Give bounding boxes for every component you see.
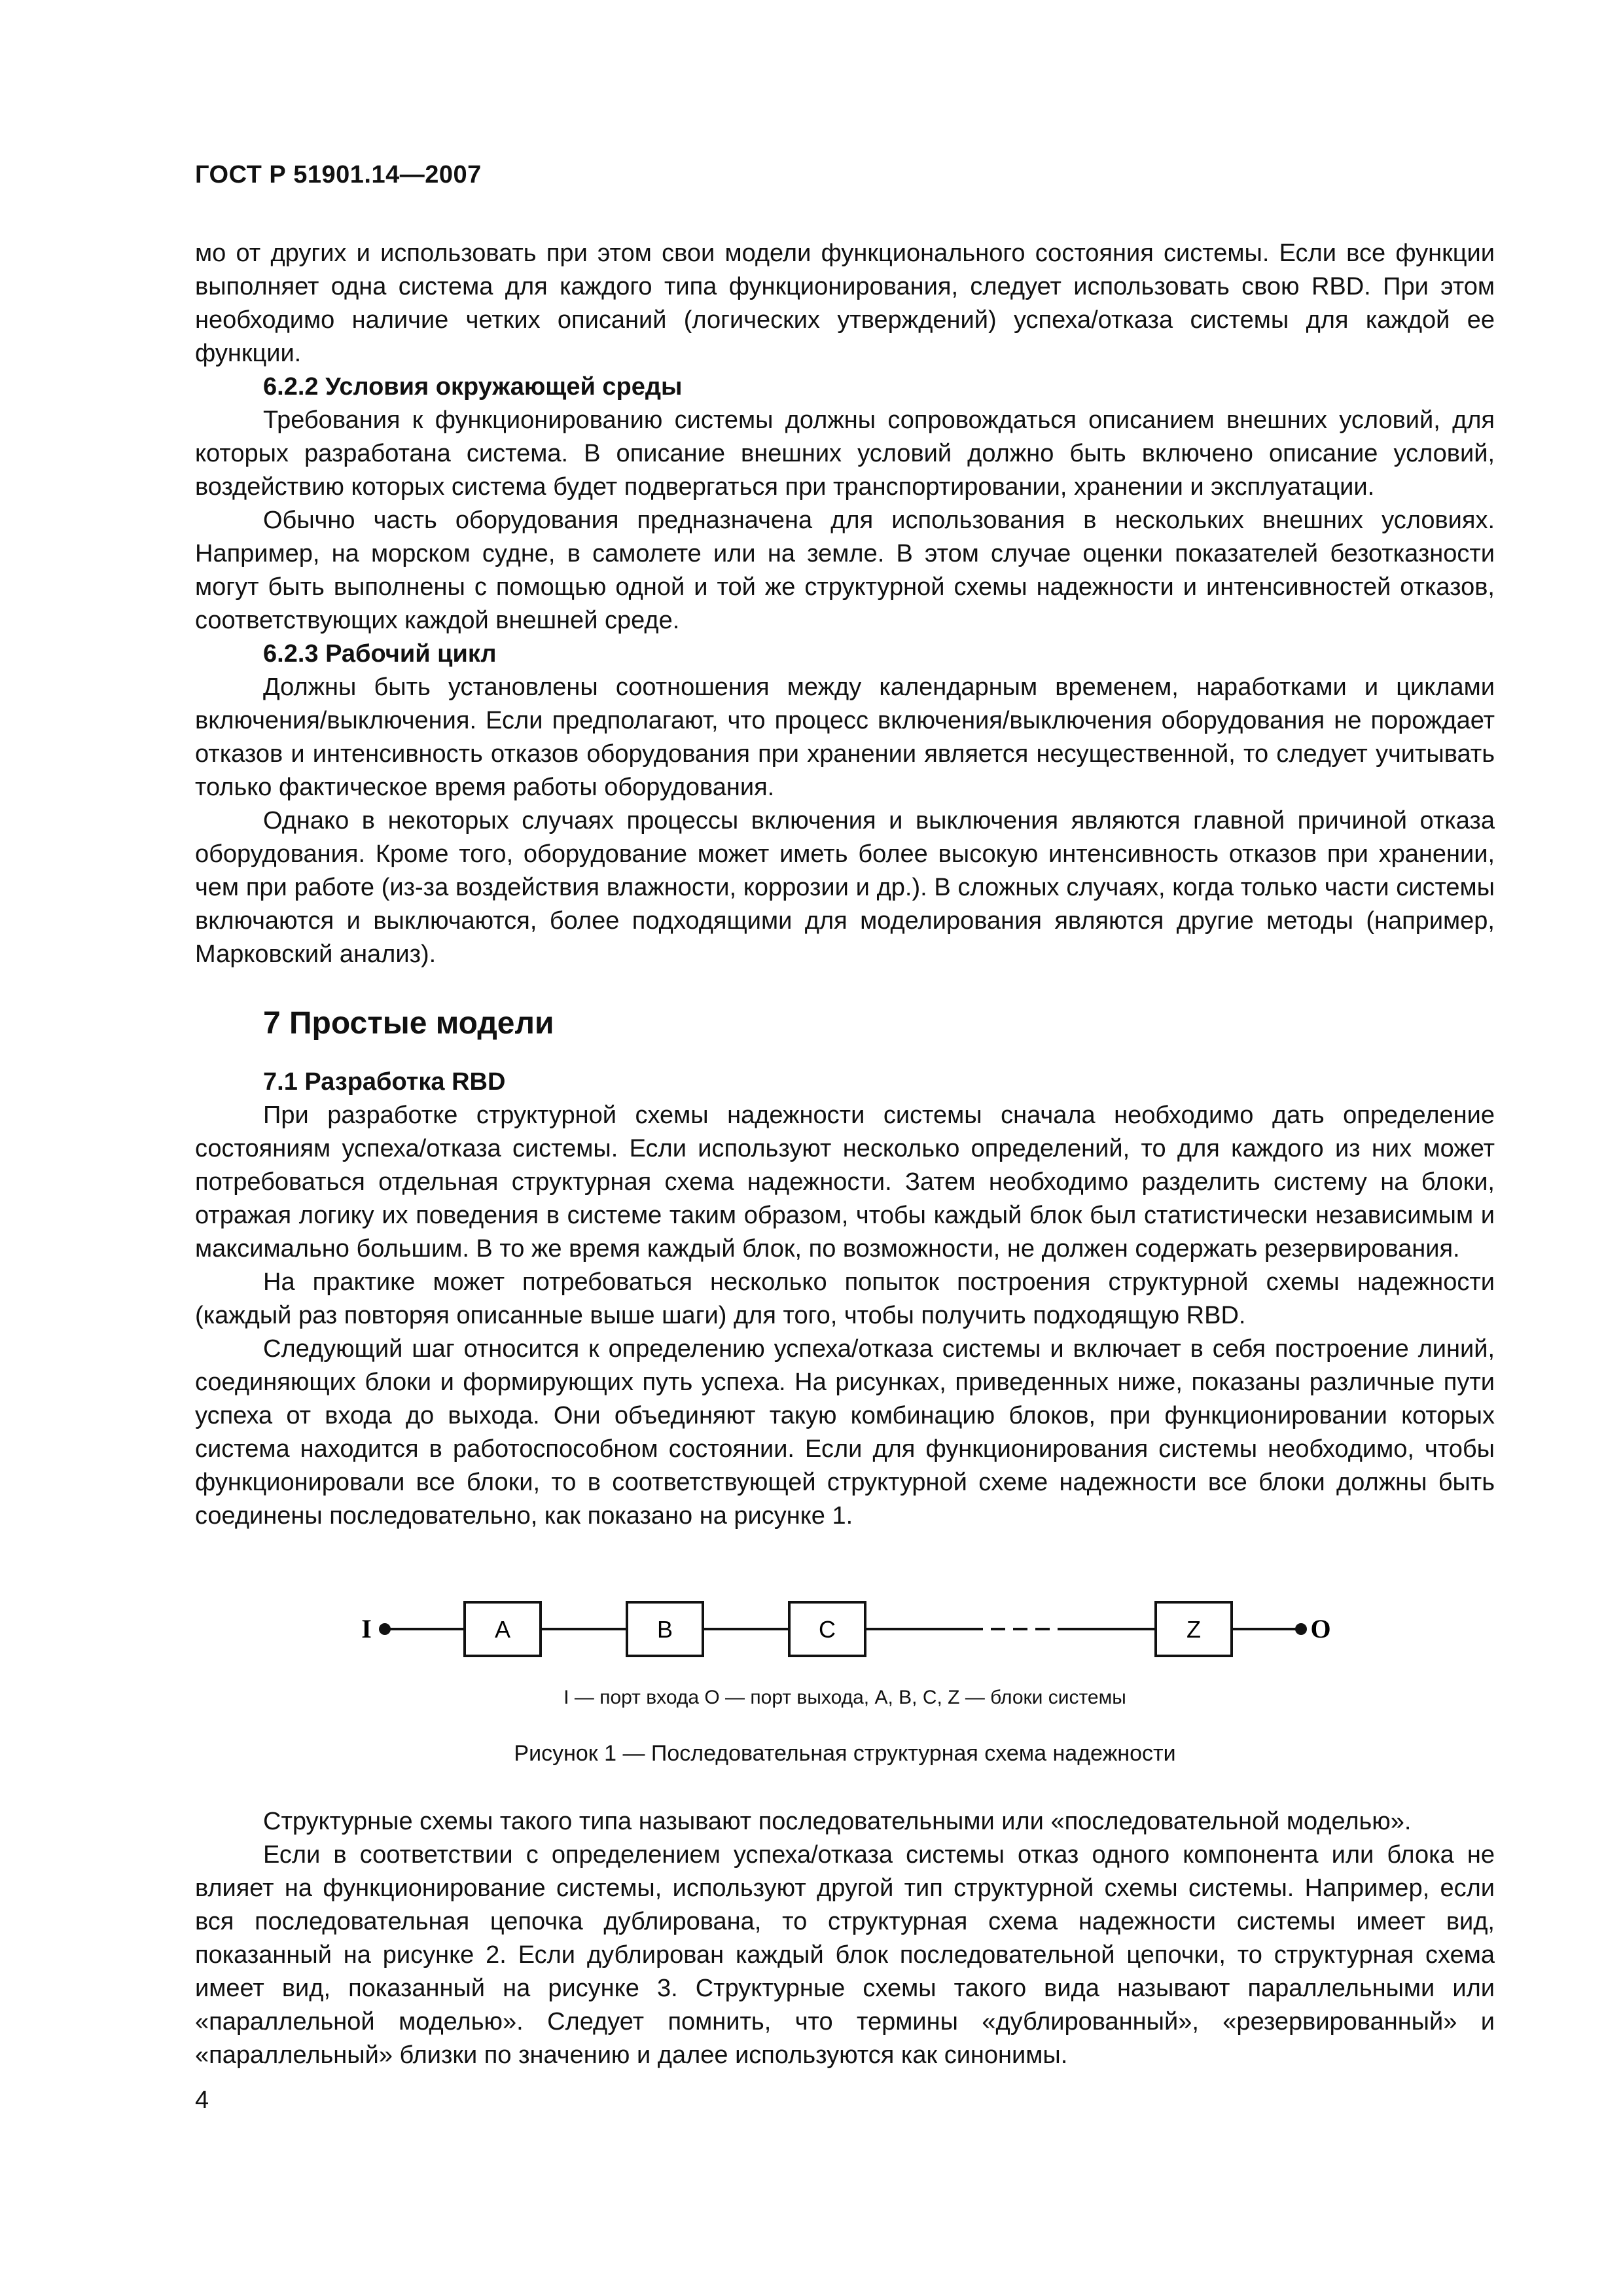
section-6-2-2-title: 6.2.2 Условия окружающей среды xyxy=(263,373,683,401)
section-7-1-title: 7.1 Разработка RBD xyxy=(263,1068,506,1096)
paragraph: При разработке структурной схемы надежности системы сначала необходимо дать определение состояниям успеха/отказа системы. Если используют несколько определений, то для каждого из них может потребоваться отдельная структурная схема надежности. Затем необходимо разделить систему на блоки, отражая логику их поведения в системе таким образом, чтобы каждый блок был статистически независимым и максимально большим. В то же время каждый блок, по возможности, не должен содержать резервирования. xyxy=(195,1102,1495,1263)
block-label: C xyxy=(819,1616,836,1643)
block-label: A xyxy=(494,1616,511,1643)
paragraph: Обычно часть оборудования предназначена для использования в нескольких внешних условиях. Например, на морском судне, в самолете или на земле. В этом случае оценки показателей безотказности могут быть выполнены с помощью одной и той же структурной схемы надежности и интенсивностей отказов, соответствующих каждой внешней среде. xyxy=(195,507,1495,634)
block-label: Z xyxy=(1186,1616,1201,1643)
paragraph: Структурные схемы такого типа называют последовательными или «последовательной моделью». xyxy=(263,1808,1412,1835)
section-7-title: 7 Простые модели xyxy=(263,1006,554,1041)
output-port-label: O xyxy=(1310,1614,1331,1643)
paragraph-intro: мо от других и использовать при этом свои модели функционального состояния системы. Если все функции выполняет одна система для каждого типа функционирования, следует использовать свою RBD. При этом необходимо наличие четких описаний (логических утверждений) успеха/отказа системы для каждой ее функции. xyxy=(195,240,1495,367)
paragraph: Однако в некоторых случаях процессы включения и выключения являются главной причиной отказа оборудования. Кроме того, оборудование может иметь более высокую интенсивность отказов при хранении, чем при работе (из-за воздействия влажности, коррозии и др.). В сложных случаях, когда только части системы включаются и выключаются, более подходящими для моделирования являются другие методы (например, Марковский анализ). xyxy=(195,807,1495,968)
output-port-dot xyxy=(1295,1623,1307,1635)
block-label: B xyxy=(656,1616,673,1643)
paragraph: Если в соответствии с определением успеха/отказа системы отказ одного компонента или блока не влияет на функционирование системы, используют другой тип структурной схемы системы. Например, если вся последовательная цепочка дублирована, то структурная схема надежности системы имеет вид, показанный на рисунке 2. Если дублирован каждый блок последовательной цепочки, то структурная схема имеет вид, показанный на рисунке 3. Структурные схемы такого вида называют параллельными или «параллельной моделью». Следует помнить, что термины «дублированный», «резервированный» и «параллельный» близки по значению и далее используются как синонимы. xyxy=(195,1841,1495,2069)
input-port-label: I xyxy=(361,1614,372,1643)
paragraph: Требования к функционированию системы должны сопровождаться описанием внешних условий, для которых разработана система. В описание внешних условий должно быть включено описание условий, воздействию которых система будет подвергаться при транспортировании, хранении и эксплуатации. xyxy=(195,406,1495,501)
figure-1-series-rbd xyxy=(195,1560,1495,1685)
figure-1-caption: Рисунок 1 — Последовательная структурная схема надежности xyxy=(514,1741,1176,1766)
paragraph: Должны быть установлены соотношения между календарным временем, наработками и циклами включения/выключения. Если предполагают, что процесс включения/выключения оборудования не порождает отказов и интенсивность отказов оборудования при хранении является несущественной, то следует учитывать только фактическое время работы оборудования. xyxy=(195,673,1495,801)
section-6-2-3-title: 6.2.3 Рабочий цикл xyxy=(263,640,497,668)
paragraph: На практике может потребоваться несколько попыток построения структурной схемы надежности (каждый раз повторяя описанные выше шаги) для того, чтобы получить подходящую RBD. xyxy=(195,1268,1495,1329)
page-number: 4 xyxy=(195,2087,209,2114)
document-page xyxy=(195,0,1495,2296)
figure-1-legend: I — порт входа O — порт выхода, A, B, C, Z — блоки системы xyxy=(563,1687,1126,1708)
series-rbd-diagram xyxy=(195,1560,1495,1685)
paragraph: Следующий шаг относится к определению успеха/отказа системы и включает в себя построение линий, соединяющих блоки и формирующих путь успеха. На рисунках, приведенных ниже, показаны различные пути успеха от входа до выхода. Они объединяют такую комбинацию блоков, при функционировании которых система находится в работоспособном состоянии. Если для функционирования системы необходимо, чтобы функционировали все блоки, то в соответствующей структурной схеме надежности все блоки должны быть соединены последовательно, как показано на рисунке 1. xyxy=(195,1335,1495,1530)
input-port-dot xyxy=(379,1623,391,1635)
document-header: ГОСТ Р 51901.14—2007 xyxy=(195,161,482,188)
document-body xyxy=(195,237,1495,2072)
